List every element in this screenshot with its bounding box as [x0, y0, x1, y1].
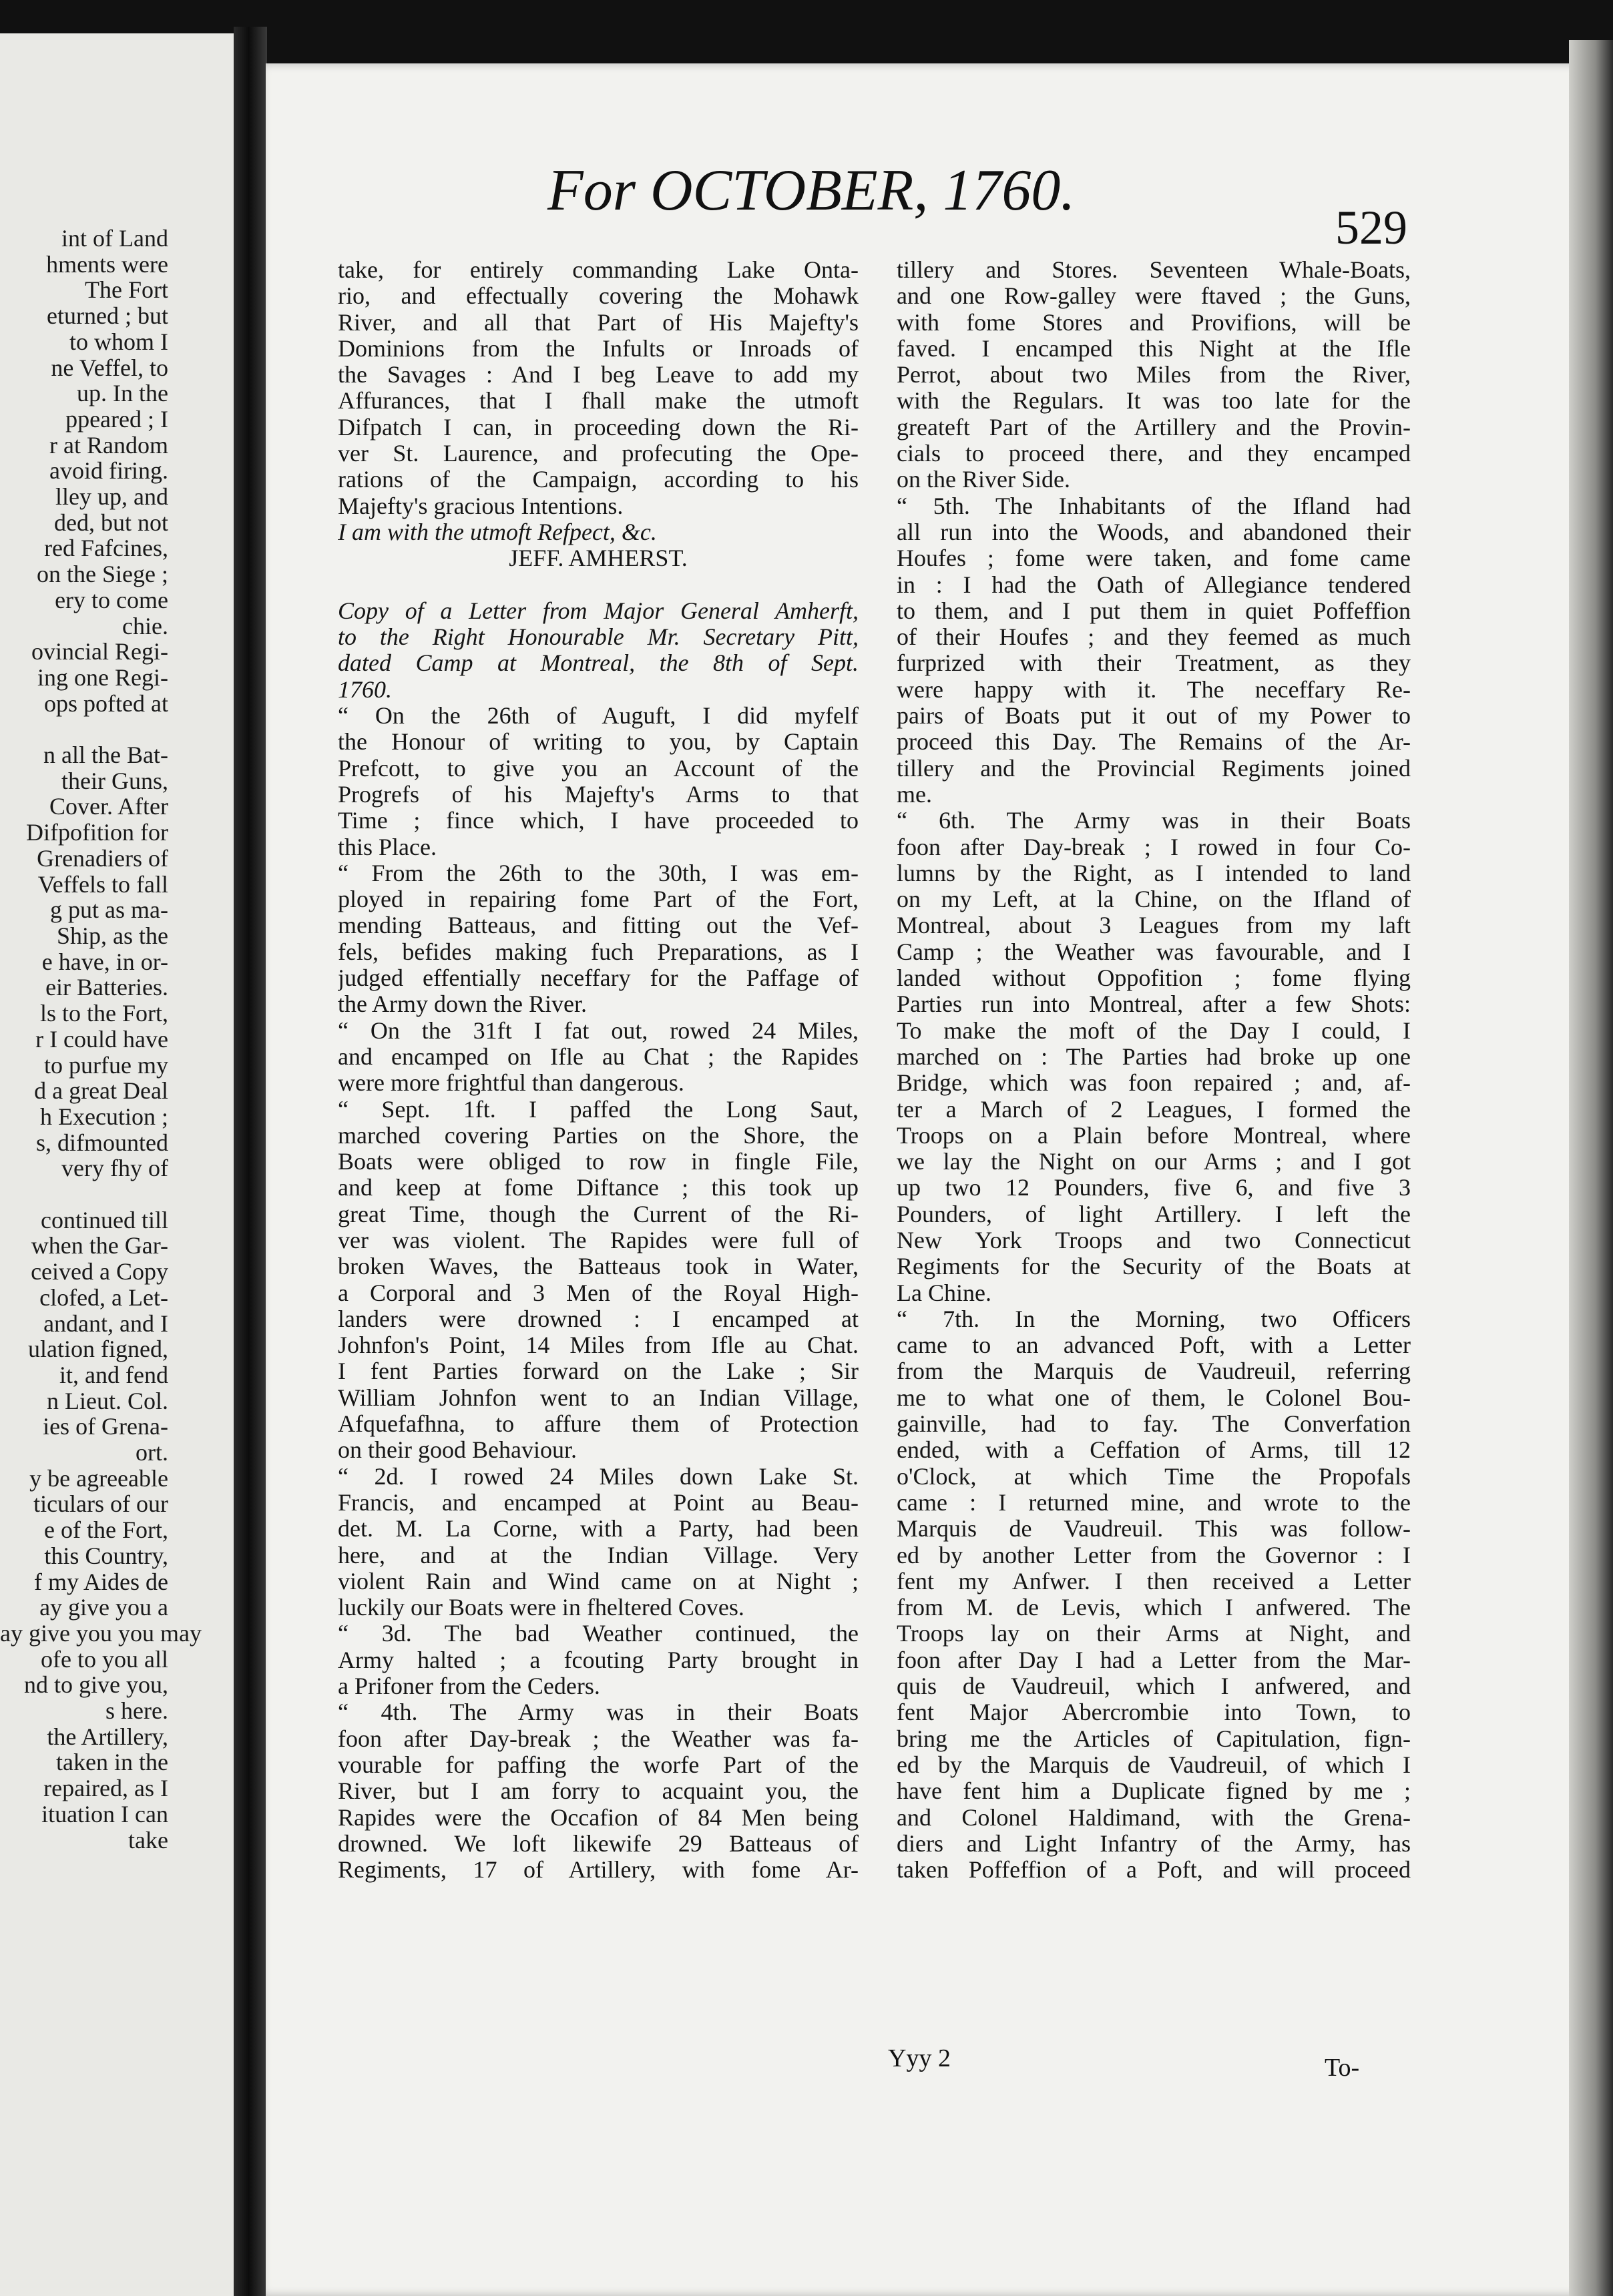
text-line: “ 3d. The bad Weather continued, the — [338, 1621, 859, 1647]
previous-page-line: to whom I — [69, 328, 168, 355]
text-line: fent my Anfwer. I then received a Letter — [897, 1568, 1411, 1595]
previous-page-line: red Fafcines, — [44, 535, 168, 562]
text-line: Affurances, that I fhall make the utmoft — [338, 388, 859, 414]
previous-page-line: Cover. After — [49, 793, 168, 820]
text-line: “ On the 31ft I fat out, rowed 24 Miles, — [338, 1017, 859, 1044]
text-line: foon after Day I had a Letter from the Mar- — [897, 1647, 1411, 1673]
previous-page-text — [0, 225, 202, 1853]
previous-page-line: ies of Grena- — [43, 1413, 168, 1440]
previous-page-line: ops pofted at — [44, 689, 168, 717]
text-line: cials to proceed there, and they encamped — [897, 441, 1411, 467]
text-line: Progrefs of his Majefty's Arms to that — [338, 781, 859, 808]
previous-page-line — [0, 716, 168, 742]
previous-page-line: r at Random — [49, 431, 168, 459]
text-line: diers and Light Infantry of the Army, has — [897, 1830, 1411, 1857]
text-line: all run into the Woods, and abandoned their — [897, 519, 1411, 545]
previous-page-line: e of the Fort, — [44, 1516, 168, 1544]
text-line: we lay the Night on our Arms ; and I got — [897, 1149, 1411, 1175]
previous-page-line: to purfue my — [44, 1051, 168, 1079]
text-line: violent Rain and Wind came on at Night ; — [338, 1568, 859, 1595]
previous-page-line: int of Land — [61, 225, 168, 252]
previous-page-line: e have, in or- — [41, 948, 168, 975]
text-line: bring me the Articles of Capitulation, fign- — [897, 1725, 1411, 1752]
text-line: ter a March of 2 Leagues, I formed the — [897, 1096, 1411, 1123]
text-line: drowned. We loft likewife 29 Batteaus of — [338, 1830, 859, 1857]
text-line: lumns by the Right, as I intended to land — [897, 860, 1411, 886]
text-line: Difpatch I can, in proceeding down the Ri- — [338, 414, 859, 441]
previous-page-line: avoid firing. — [49, 457, 168, 485]
previous-page-line: ulation figned, — [28, 1336, 168, 1363]
text-line: were more frightful than dangerous. — [338, 1070, 684, 1097]
running-header: For OCTOBER, 1760. — [547, 158, 1076, 223]
book-gutter — [234, 27, 267, 2296]
previous-page-line: ing one Regi- — [37, 663, 168, 691]
text-line: the Savages : And I beg Leave to add my — [338, 362, 859, 388]
text-line: tillery and the Provincial Regiments joined — [897, 755, 1411, 782]
previous-page-line: ort. — [136, 1439, 168, 1466]
text-line: o'Clock, at which Time the Propofals — [897, 1463, 1411, 1490]
text-line: ed by the Marquis de Vaudreuil, of which I — [897, 1751, 1411, 1778]
previous-page-line: ovincial Regi- — [31, 638, 168, 665]
text-line: luckily our Boats were in fheltered Coves. — [338, 1595, 744, 1621]
text-line: River, but I am forry to acquaint you, the — [338, 1778, 859, 1805]
text-line: marched on : The Parties had broke up one — [897, 1043, 1411, 1070]
text-line: Francis, and encamped at Point au Beau- — [338, 1489, 859, 1516]
text-line: Afquefafhna, to affure them of Protection — [338, 1411, 859, 1438]
previous-page-line: clofed, a Let- — [39, 1283, 168, 1311]
previous-page-line: their Guns, — [61, 767, 168, 794]
text-line: 1760. — [338, 676, 392, 703]
previous-page-line: s here. — [105, 1697, 168, 1725]
previous-page-line: Ship, as the — [57, 922, 168, 949]
previous-page-line: ofe to you all — [41, 1645, 168, 1673]
previous-page-line: h Execution ; — [40, 1103, 168, 1130]
previous-page-line: ery to come — [55, 586, 168, 613]
text-line: “ From the 26th to the 30th, I was em- — [338, 860, 859, 886]
text-line: from M. de Levis, which I anfwered. The — [897, 1595, 1411, 1621]
text-line: Camp ; the Weather was favourable, and I — [897, 938, 1411, 965]
previous-page-line: continued till — [41, 1206, 168, 1233]
previous-page-line: when the Gar- — [31, 1232, 168, 1259]
previous-page-line: ceived a Copy — [31, 1258, 168, 1285]
text-line: “ On the 26th of Auguft, I did myfelf — [338, 703, 859, 730]
text-line: fent Major Abercrombie into Town, to — [897, 1699, 1411, 1726]
text-line: Army halted ; a fcouting Party brought in — [338, 1647, 859, 1673]
text-line: foon after Day-break ; the Weather was fa- — [338, 1725, 859, 1752]
previous-page-line: ticulars of our — [33, 1490, 168, 1518]
text-line: pairs of Boats put it out of my Power to — [897, 703, 1411, 730]
text-line: “ 6th. The Army was in their Boats — [897, 808, 1411, 834]
text-line: Copy of a Letter from Major General Amherft, — [338, 597, 859, 624]
text-line: Regiments, 17 of Artillery, with fome Ar- — [338, 1857, 859, 1884]
text-line: broken Waves, the Batteaus took in Water, — [338, 1253, 859, 1280]
text-line: I fent Parties forward on the Lake ; Sir — [338, 1358, 859, 1385]
page-edge — [1569, 40, 1613, 2296]
text-line: me. — [897, 781, 932, 808]
signature-mark: Yyy 2 — [888, 2044, 951, 2072]
text-line: tillery and Stores. Seventeen Whale-Boats, — [897, 257, 1411, 283]
text-line: the Army down the River. — [338, 991, 587, 1018]
text-line: me to what one of them, le Colonel Bou- — [897, 1384, 1411, 1411]
text-line: furprized with their Treatment, as they — [897, 650, 1411, 677]
previous-page-line: g put as ma- — [50, 896, 168, 924]
text-line: with fome Stores and Provifions, will be — [897, 309, 1411, 336]
text-line: vourable for paffing the worfe Part of the — [338, 1751, 859, 1778]
text-line: “ 4th. The Army was in their Boats — [338, 1699, 859, 1726]
previous-page-line: on the Siege ; — [37, 561, 168, 588]
previous-page-line: repaired, as I — [43, 1775, 168, 1802]
text-line: Troops on a Plain before Montreal, where — [897, 1122, 1411, 1149]
text-line: Regiments for the Security of the Boats at — [897, 1253, 1411, 1280]
text-line: det. M. La Corne, with a Party, had been — [338, 1516, 859, 1542]
previous-page-line: lley up, and — [55, 483, 168, 511]
text-line: “ 7th. In the Morning, two Officers — [897, 1306, 1411, 1332]
text-line: of their Houfes ; and they feemed as much — [897, 624, 1411, 651]
text-line: a Prifoner from the Ceders. — [338, 1673, 600, 1700]
text-line: Houfes ; fome were taken, and fome came — [897, 545, 1411, 572]
text-line: proceed this Day. The Remains of the Ar- — [897, 729, 1411, 756]
text-line: Troops lay on their Arms at Night, and — [897, 1621, 1411, 1647]
text-line: Bridge, which was foon repaired ; and, af- — [897, 1070, 1411, 1097]
text-line: Perrot, about two Miles from the River, — [897, 362, 1411, 388]
text-line: New York Troops and two Connecticut — [897, 1227, 1411, 1253]
text-line: to the Right Honourable Mr. Secretary Pitt, — [338, 624, 859, 651]
previous-page-line: ppeared ; I — [65, 405, 168, 433]
text-line: “ Sept. 1ft. I paffed the Long Saut, — [338, 1096, 859, 1123]
text-column-left — [338, 257, 859, 1883]
page-number: 529 — [1335, 201, 1407, 254]
previous-page-line: nd to give you, — [24, 1671, 168, 1699]
text-line: landed without Oppofition ; fome flying — [897, 965, 1411, 992]
text-line: Dominions from the Infults or Inroads of — [338, 335, 859, 362]
previous-page-line: y be agreeable — [29, 1464, 168, 1492]
text-line: dated Camp at Montreal, the 8th of Sept. — [338, 650, 859, 677]
text-line: this Place. — [338, 834, 437, 860]
text-line: To make the moft of the Day I could, I — [897, 1017, 1411, 1044]
text-line: La Chine. — [897, 1279, 991, 1306]
previous-page-line: the Artillery, — [47, 1723, 168, 1750]
text-line: and one Row-galley were ftaved ; the Guns, — [897, 283, 1411, 310]
text-line: Prefcott, to give you an Account of the — [338, 755, 859, 782]
previous-page-line — [0, 1181, 168, 1207]
text-column-right — [897, 257, 1411, 1883]
text-line: on the River Side. — [897, 467, 1070, 493]
text-line: taken Poffeffion of a Poft, and will proceed — [897, 1857, 1411, 1884]
text-line: marched covering Parties on the Shore, the — [338, 1122, 859, 1149]
previous-page-line: n all the Bat- — [43, 742, 168, 769]
text-line: up two 12 Pounders, five 6, and five 3 — [897, 1175, 1411, 1201]
text-line: Time ; fince which, I have proceeded to — [338, 808, 859, 834]
text-line: on their good Behaviour. — [338, 1437, 577, 1464]
text-line: greateft Part of the Artillery and the Provin- — [897, 414, 1411, 441]
text-line: take, for entirely commanding Lake Onta- — [338, 257, 859, 283]
text-line: mending Batteaus, and fitting out the Vef- — [338, 912, 859, 939]
text-line: Majefty's gracious Intentions. — [338, 493, 624, 519]
previous-page-line: ne Veffel, to — [51, 354, 168, 381]
previous-page-line: take — [128, 1826, 168, 1853]
text-line: ployed in repairing fome Part of the Fort, — [338, 886, 859, 913]
text-line: foon after Day-break ; I rowed in four Co- — [897, 834, 1411, 860]
text-line: JEFF. AMHERST. — [509, 545, 688, 572]
text-line: ed by another Letter from the Governor : I — [897, 1542, 1411, 1568]
previous-page-line: taken in the — [56, 1749, 168, 1776]
text-line: ended, with a Ceffation of Arms, till 12 — [897, 1437, 1411, 1464]
text-line: landers were drowned : I encamped at — [338, 1306, 859, 1332]
text-line: Johnfon's Point, 14 Miles from Ifle au Chat. — [338, 1332, 859, 1359]
previous-page-line: f my Aides de — [34, 1568, 168, 1595]
text-line: to them, and I put them in quiet Poffeffion — [897, 597, 1411, 624]
previous-page-line: s, difmounted — [36, 1129, 168, 1156]
previous-page-line: hments were — [46, 250, 168, 278]
text-line: rio, and effectually covering the Mohawk — [338, 283, 859, 310]
text-line: quis de Vaudreuil, which I anfwered, and — [897, 1673, 1411, 1700]
text-line: “ 2d. I rowed 24 Miles down Lake St. — [338, 1463, 859, 1490]
previous-page-line: n Lieut. Col. — [47, 1387, 168, 1414]
previous-page-line: eir Batteries. — [45, 974, 168, 1001]
previous-page-line: up. In the — [77, 380, 168, 407]
text-line: and keep at fome Diftance ; this took up — [338, 1175, 859, 1201]
text-line: River, and all that Part of His Majefty's — [338, 309, 859, 336]
text-line: and Colonel Haldimand, with the Grena- — [897, 1804, 1411, 1831]
previous-page-line: d a great Deal — [34, 1077, 168, 1105]
text-line: faved. I encamped this Night at the Ifle — [897, 335, 1411, 362]
text-line: ver St. Laurence, and profecuting the Ope- — [338, 441, 859, 467]
previous-page-line: The Fort — [85, 276, 168, 304]
text-line — [338, 572, 859, 598]
text-line: rations of the Campaign, according to his — [338, 467, 859, 493]
text-line: Montreal, about 3 Leagues from my laft — [897, 912, 1411, 939]
text-line: Boats were obliged to row in fingle File, — [338, 1149, 859, 1175]
text-line: and encamped on Ifle au Chat ; the Rapides — [338, 1043, 859, 1070]
text-line: on my Left, at la Chine, on the Ifland of — [897, 886, 1411, 913]
previous-page-line: ay give you you may — [0, 1619, 202, 1647]
text-line: have fent him a Duplicate figned by me ; — [897, 1778, 1411, 1805]
previous-page-line: chie. — [122, 612, 168, 639]
previous-page-fragment — [0, 33, 242, 2296]
previous-page-line: Veffels to fall — [37, 870, 168, 898]
previous-page-line: eturned ; but — [47, 302, 168, 330]
text-line: here, and at the Indian Village. Very — [338, 1542, 859, 1568]
previous-page-line: r I could have — [35, 1025, 168, 1053]
text-line: Rapides were the Occafion of 84 Men being — [338, 1804, 859, 1831]
text-line: I am with the utmoft Refpect, &c. — [338, 519, 657, 545]
text-line: came : I returned mine, and wrote to the — [897, 1489, 1411, 1516]
text-line: Parties run into Montreal, after a few Shots: — [897, 991, 1411, 1018]
text-line: a Corporal and 3 Men of the Royal High- — [338, 1279, 859, 1306]
text-line: in : I had the Oath of Allegiance tendered — [897, 571, 1411, 598]
previous-page-line: very fhy of — [61, 1155, 168, 1182]
previous-page-line: it, and fend — [59, 1361, 168, 1388]
text-line: “ 5th. The Inhabitants of the Ifland had — [897, 493, 1411, 519]
text-line: ver was violent. The Rapides were full of — [338, 1227, 859, 1253]
text-line: came to an advanced Poft, with a Letter — [897, 1332, 1411, 1359]
text-line: judged effentially neceffary for the Paffage of — [338, 965, 859, 992]
previous-page-line: Grenadiers of — [37, 844, 168, 872]
text-line: gainville, had to fay. The Converfation — [897, 1411, 1411, 1438]
previous-page-line: ituation I can — [41, 1800, 168, 1827]
previous-page-line: this Country, — [44, 1542, 168, 1569]
text-line: Marquis de Vaudreuil. This was follow- — [897, 1516, 1411, 1542]
previous-page-line: ay give you a — [39, 1594, 168, 1621]
text-line: great Time, though the Current of the Ri- — [338, 1201, 859, 1227]
previous-page-line: ls to the Fort, — [39, 1000, 168, 1027]
previous-page-line: ded, but not — [54, 509, 168, 536]
text-line: William Johnfon went to an Indian Village, — [338, 1384, 859, 1411]
text-line: with the Regulars. It was too late for the — [897, 388, 1411, 414]
previous-page-line: Difpofition for — [26, 819, 168, 846]
catchword: To- — [1325, 2054, 1360, 2082]
text-line: were happy with it. The neceffary Re- — [897, 676, 1411, 703]
text-line: Pounders, of light Artillery. I left the — [897, 1201, 1411, 1227]
text-line: from the Marquis de Vaudreuil, referring — [897, 1358, 1411, 1385]
text-line: the Honour of writing to you, by Captain — [338, 729, 859, 756]
text-line: fels, befides making fuch Preparations, as I — [338, 938, 859, 965]
previous-page-line: andant, and I — [43, 1310, 168, 1337]
